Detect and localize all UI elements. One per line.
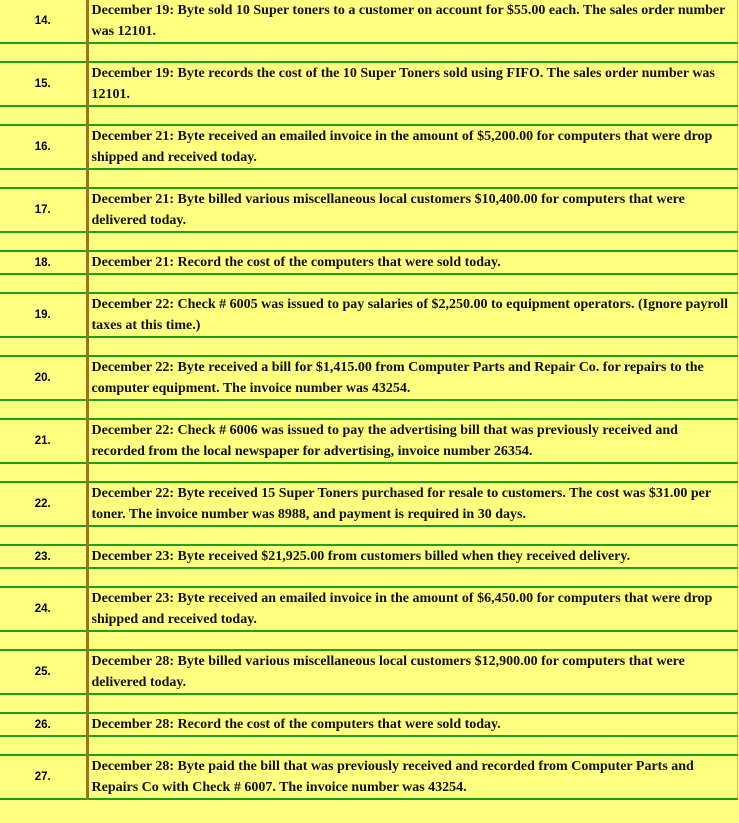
spacer-row [0,631,737,650]
row-number: 21. [0,419,87,463]
row-number: 18. [0,251,87,274]
spacer-row [0,694,737,713]
transaction-text: December 21: Byte billed various miscellaneous local customers $10,400.00 for computers that were delivered today. [87,188,737,232]
transaction-text: December 22: Byte received a bill for $1,415.00 from Computer Parts and Repair Co. for repairs to the computer equipment. The invoice number was 43254. [87,356,737,400]
spacer-row [0,736,737,755]
spacer-row [0,232,737,251]
spacer-row [0,526,737,545]
spacer-row [0,400,737,419]
transaction-text: December 22: Check # 6005 was issued to pay salaries of $2,250.00 to equipment operators. (Ignore payroll taxes at this time.) [87,293,737,337]
transaction-text: December 22: Check # 6006 was issued to pay the advertising bill that was previously received and recorded from the local newspaper for advertising, invoice number 26354. [87,419,737,463]
table-row [0,650,737,694]
table-row [0,251,737,274]
transaction-text: December 28: Record the cost of the computers that were sold today. [87,713,737,736]
spacer-row [0,43,737,62]
spacer-row [0,463,737,482]
row-number: 19. [0,293,87,337]
spacer-row [0,274,737,293]
row-number: 22. [0,482,87,526]
table-row [0,587,737,631]
table-row [0,713,737,736]
row-number: 14. [0,0,87,43]
row-number: 20. [0,356,87,400]
table-row [0,188,737,232]
table-row [0,482,737,526]
row-number: 24. [0,587,87,631]
row-number: 25. [0,650,87,694]
transaction-text: December 28: Byte paid the bill that was previously received and recorded from Computer Parts and Repairs Co with Check # 6007. The invoice number was 43254. [87,755,737,799]
table-row [0,0,737,43]
table-row [0,356,737,400]
transaction-text: December 23: Byte received an emailed invoice in the amount of $6,450.00 for computers that were drop shipped and received today. [87,587,737,631]
row-number: 17. [0,188,87,232]
table-row [0,755,737,799]
transaction-text: December 21: Record the cost of the computers that were sold today. [87,251,737,274]
spacer-row [0,337,737,356]
spacer-row [0,106,737,125]
row-number: 26. [0,713,87,736]
transaction-text: December 19: Byte sold 10 Super toners to a customer on account for $55.00 each. The sales order number was 12101. [87,0,737,43]
transaction-text: December 19: Byte records the cost of the 10 Super Toners sold using FIFO. The sales order number was 12101. [87,62,737,106]
transaction-text: December 28: Byte billed various miscellaneous local customers $12,900.00 for computers that were delivered today. [87,650,737,694]
row-number: 15. [0,62,87,106]
spacer-row [0,169,737,188]
row-number: 23. [0,545,87,568]
table-row [0,62,737,106]
table-row [0,293,737,337]
transaction-text: December 21: Byte received an emailed invoice in the amount of $5,200.00 for computers that were drop shipped and received today. [87,125,737,169]
table-row [0,545,737,568]
table-row [0,419,737,463]
row-number: 16. [0,125,87,169]
spacer-row [0,568,737,587]
table-row [0,125,737,169]
transaction-text: December 22: Byte received 15 Super Toners purchased for resale to customers. The cost was $31.00 per toner. The invoice number was 8988, and payment is required in 30 days. [87,482,737,526]
transaction-text: December 23: Byte received $21,925.00 from customers billed when they received delivery. [87,545,737,568]
row-number: 27. [0,755,87,799]
